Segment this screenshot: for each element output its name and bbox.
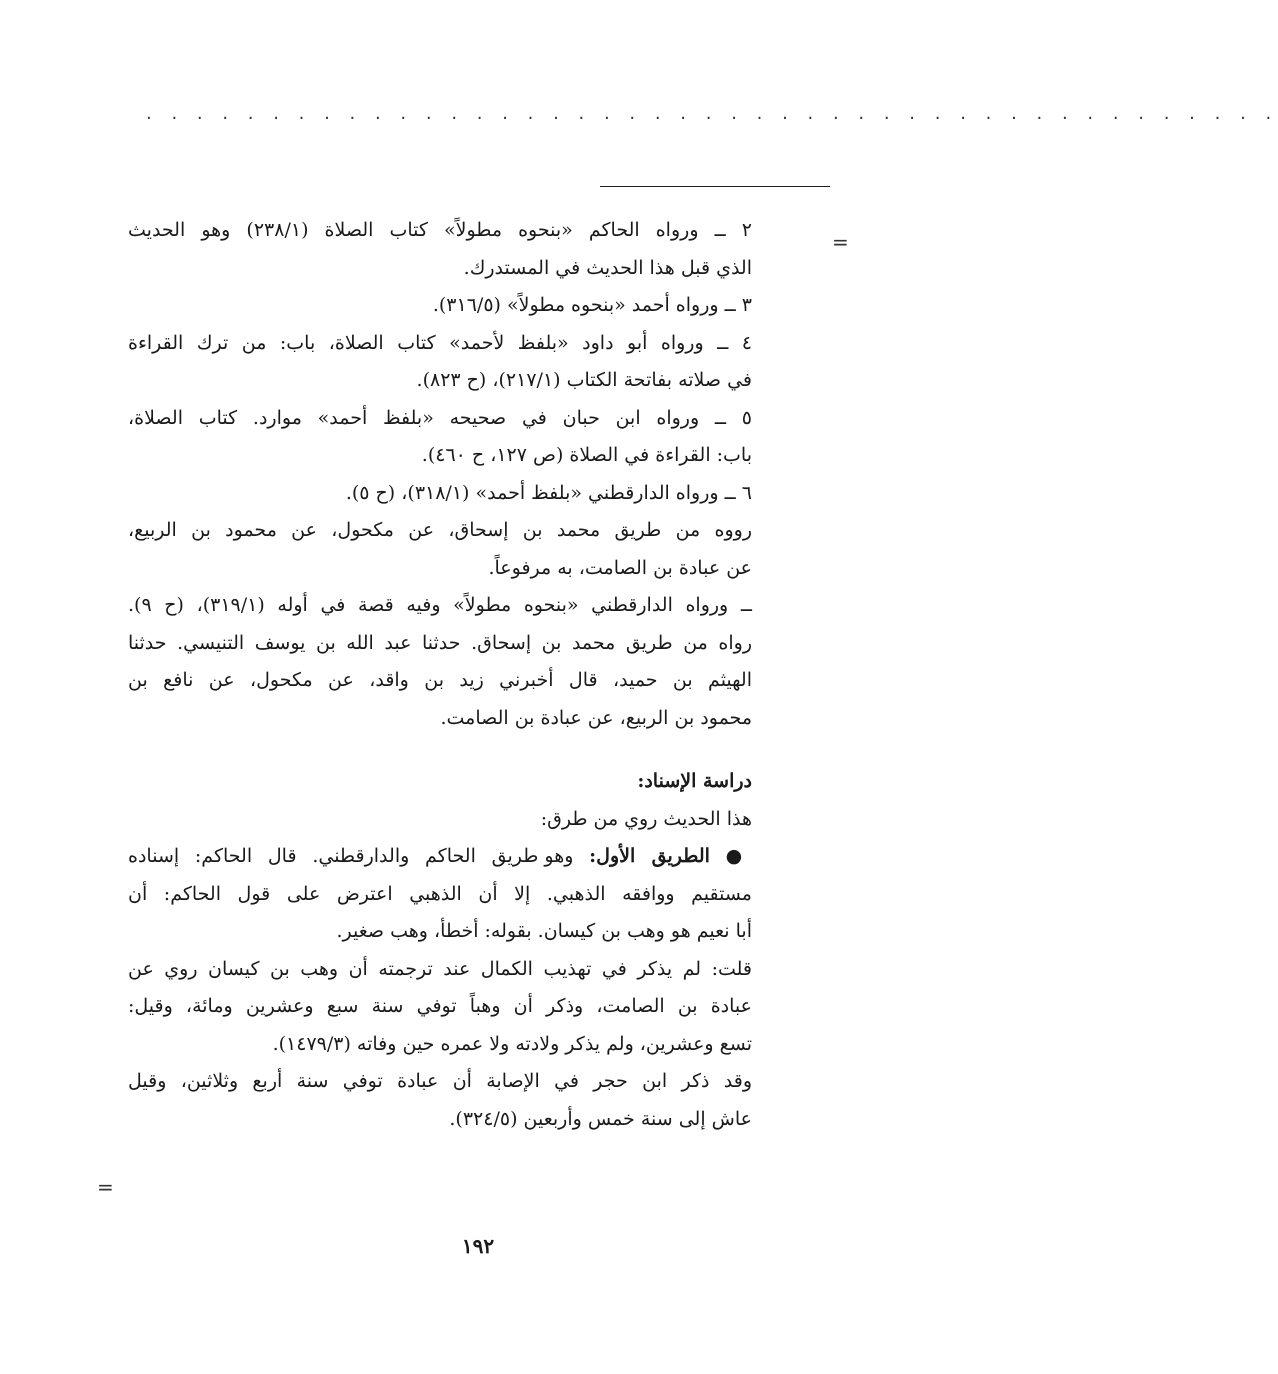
- footnote-line: محمود بن الربيع، عن عبادة بن الصامت.: [440, 706, 752, 729]
- study-intro: هذا الحديث روي من طرق:: [540, 807, 752, 830]
- footnote-line: ٦ ــ ورواه الدارقطني «بلفظ أحمد» (٣١٨/١)، (ح ٥).: [345, 481, 752, 504]
- footnote-rule: [600, 186, 830, 187]
- first-path-line: [128, 838, 752, 876]
- bullet-icon: ●: [725, 845, 752, 867]
- study-line: أبا نعيم هو وهب بن كيسان. بقوله: أخطأ، وهب صغير.: [336, 920, 752, 942]
- section-heading: دراسة الإسناد:: [637, 770, 752, 792]
- footnote-line: عن عبادة بن الصامت، به مرفوعاً.: [488, 556, 752, 579]
- footnote-line: ٢ ــ ورواه الحاكم «بنحوه مطولاً» كتاب الصلاة (٢٣٨/١) وهو الحديث: [128, 219, 752, 241]
- footnote-line: ٤ ــ ورواه أبو داود «بلفظ لأحمد» كتاب الصلاة، باب: من ترك القراءة: [128, 331, 752, 354]
- footnote-line: ٣ ــ ورواه أحمد «بنحوه مطولاً» (٣١٦/٥).: [432, 294, 752, 316]
- margin-continuation-mark-top: =: [832, 230, 849, 254]
- study-line: عبادة بن الصامت، وذكر أن وهباً توفي سنة سبع وعشرين ومائة، وقيل:: [128, 995, 752, 1017]
- study-line: عاش إلى سنة خمس وأربعين (٣٢٤/٥).: [449, 1107, 752, 1130]
- margin-continuation-mark-bottom: =: [97, 1175, 114, 1199]
- first-path-text: وهو طريق الحاكم والدارقطني. قال الحاكم: إسناده: [128, 845, 574, 867]
- first-path-label: الطريق الأول:: [589, 845, 710, 867]
- study-line: مستقيم ووافقه الذهبي. إلا أن الذهبي اعترض على قول الحاكم: أن: [128, 882, 752, 905]
- footnote-line: ــ ورواه الدارقطني «بنحوه مطولاً» وفيه قصة في أوله (٣١٩/١)، (ح ٩).: [128, 594, 752, 616]
- footnote-line: في صلاته بفاتحة الكتاب (٢١٧/١)، (ح ٨٢٣).: [416, 369, 752, 391]
- study-line: قلت: لم يذكر في تهذيب الكمال عند ترجمته أن وهب بن كيسان روي عن: [128, 957, 752, 980]
- page-number: ١٩٢: [461, 1234, 495, 1258]
- page-body: [128, 212, 752, 1138]
- footnote-line: الذي قبل هذا الحديث في المستدرك.: [463, 256, 752, 279]
- footnote-line: رووه من طريق محمد بن إسحاق، عن مكحول، عن محمود بن الربيع،: [128, 519, 752, 541]
- footnote-line: رواه من طريق محمد بن إسحاق. حدثنا عبد الله بن يوسف التنيسي. حدثنا: [128, 631, 752, 654]
- study-line: تسع وعشرين، ولم يذكر ولادته ولا عمره حين وفاته (١٤٧٩/٣).: [272, 1032, 752, 1055]
- footnote-line: ٥ ــ ورواه ابن حبان في صحيحه «بلفظ أحمد» موارد. كتاب الصلاة،: [128, 406, 752, 429]
- study-line: وقد ذكر ابن حجر في الإصابة أن عبادة توفي سنة أربع وثلاثين، وقيل: [128, 1070, 752, 1092]
- footnote-line: باب: القراءة في الصلاة (ص ١٢٧، ح ٤٦٠).: [421, 444, 752, 466]
- top-dotted-separator: . . . . . . . . . . . . . . . . . . . . . . . . . . . . . . . . . . . . . . . . . . . . .: [146, 103, 1278, 124]
- footnote-line: الهيثم بن حميد، قال أخبرني زيد بن واقد، عن مكحول، عن نافع بن: [128, 669, 752, 691]
